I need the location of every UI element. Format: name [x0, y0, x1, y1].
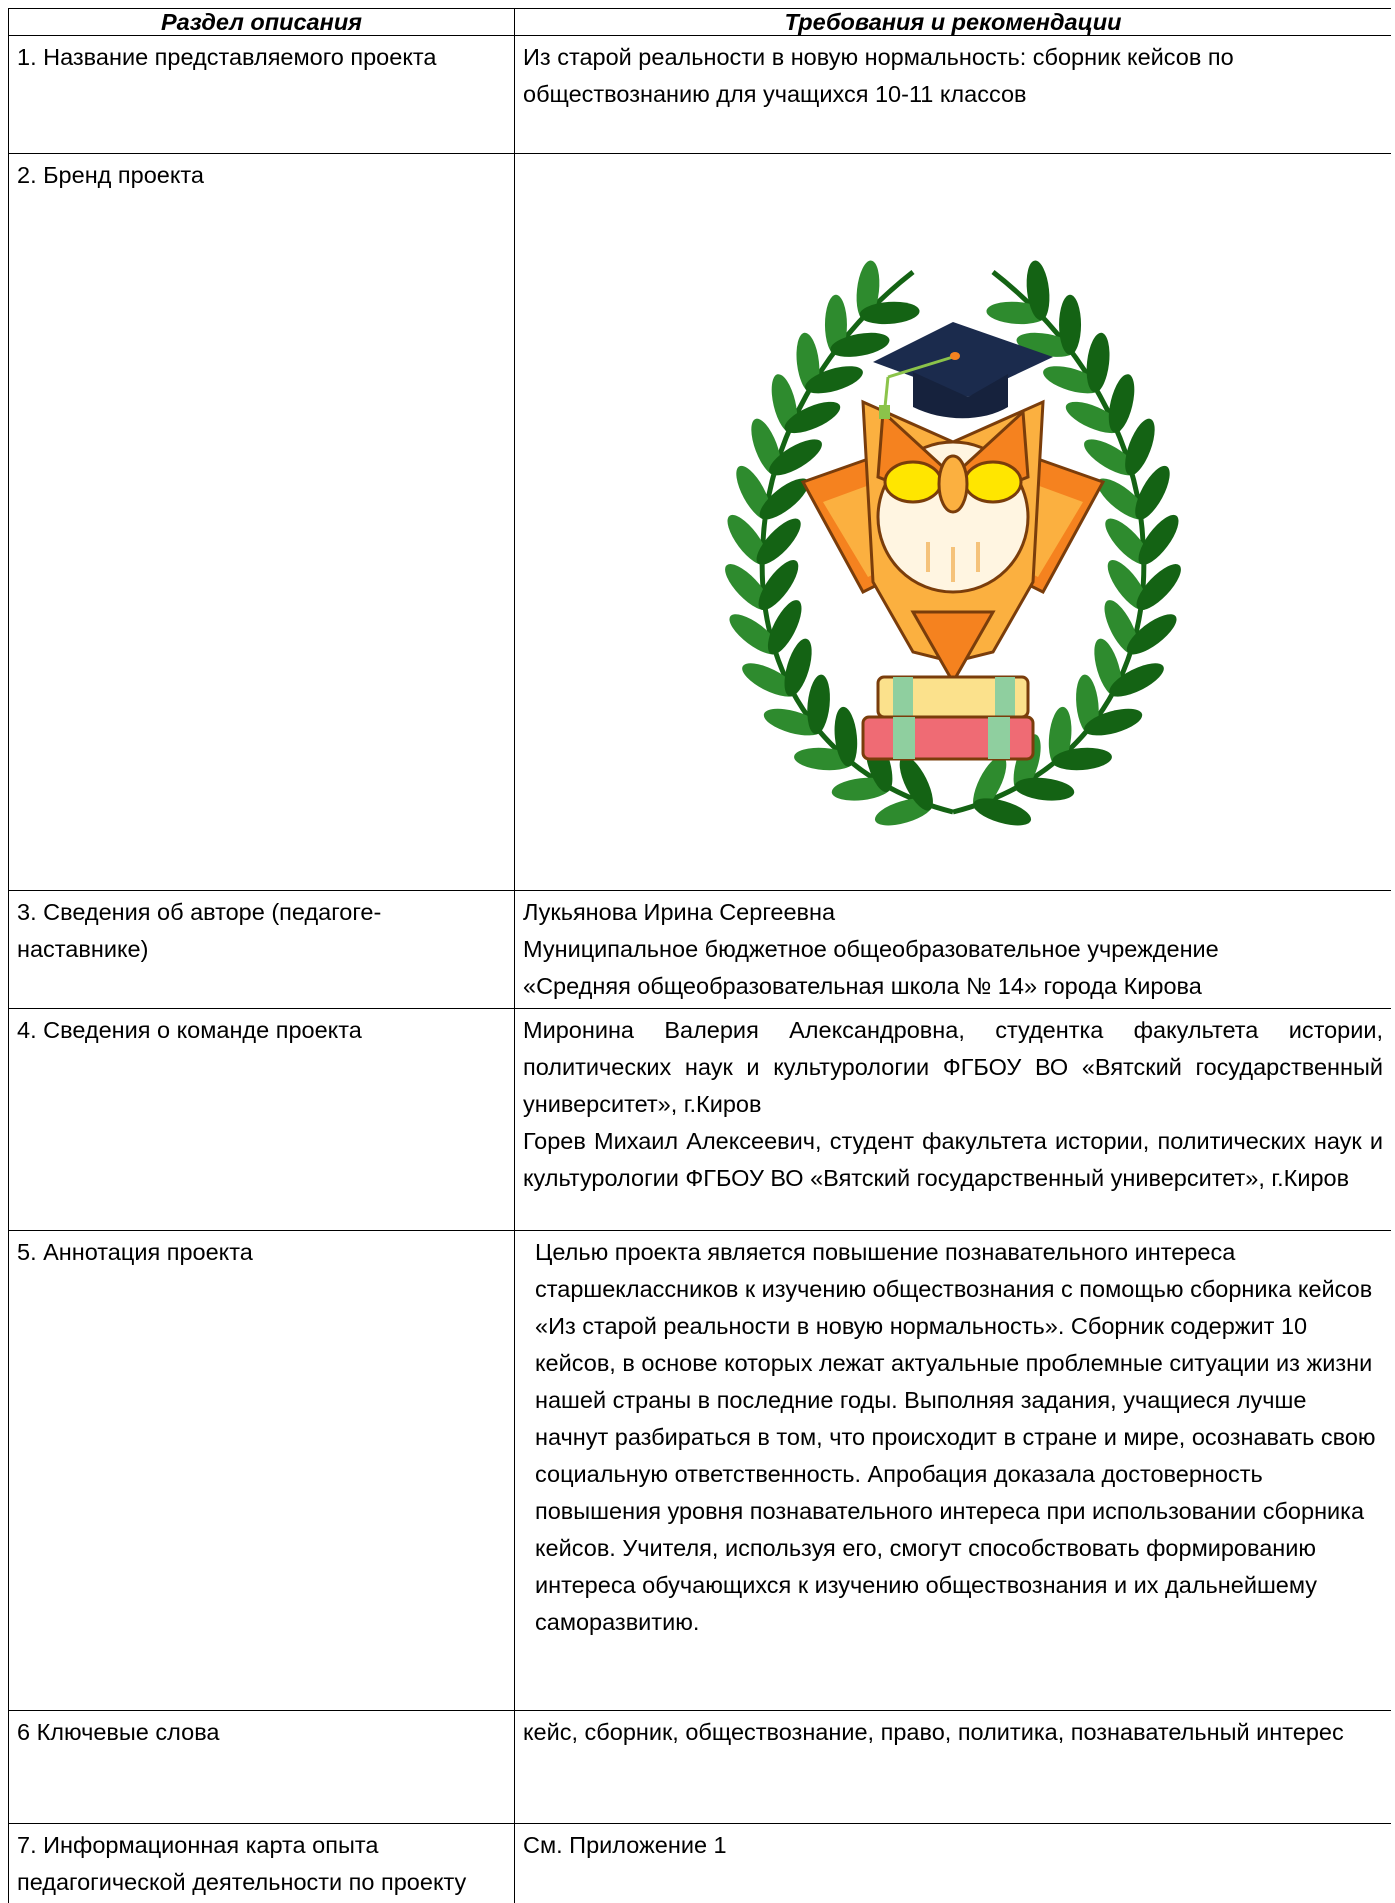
header-section: Раздел описания	[9, 9, 515, 36]
header-requirements: Требования и рекомендации	[515, 9, 1392, 36]
table-row	[9, 1711, 1392, 1824]
table-row	[9, 154, 1392, 891]
row-section-label: 1. Название представляемого проекта	[9, 36, 515, 154]
row-section-label: 7. Информационная карта опыта педагогической деятельности по проекту	[9, 1824, 515, 1903]
books-icon	[863, 677, 1033, 759]
brand-logo-cell	[515, 154, 1392, 891]
project-annotation: Целью проекта является повышение познавательного интереса старшеклассников к изучению обществознания с помощью сборника кейсов «Из старой реальности в новую нормальность». Сборник содержит 10 кейсов, в основе которых лежат актуальные проблемные ситуации из жизни нашей страны в последние годы. Выполняя задания, учащиеся лучше начнут разбираться в том, что происходит в стране и мире, осознавать свою социальную ответственность. Апробация доказала достоверность повышения уровня познавательного интереса при использовании сборника кейсов. Учителя, используя его, смогут способствовать формированию интереса обучающихся к изучению обществознания и их дальнейшему саморазвитию.	[515, 1231, 1392, 1711]
author-org-line1: Муниципальное бюджетное общеобразовательное учреждение	[523, 936, 1219, 962]
row-section-label: 4. Сведения о команде проекта	[9, 1009, 515, 1231]
document-page	[8, 8, 1391, 1903]
author-name: Лукьянова Ирина Сергеевна	[523, 899, 836, 925]
row-section-label: 6 Ключевые слова	[9, 1711, 515, 1824]
table-row	[9, 1009, 1392, 1231]
team-member-1: Миронина Валерия Александровна, студентка факультета истории, политических наук и культурологии ФГБОУ ВО «Вятский государственный университет», г.Киров	[523, 1017, 1383, 1117]
row-section-label: 5. Аннотация проекта	[9, 1231, 515, 1711]
author-org-line2: «Средняя общеобразовательная школа № 14» города Кирова	[523, 973, 1202, 999]
owl-wreath-logo-icon	[713, 162, 1193, 862]
table-header-row	[9, 9, 1392, 36]
project-title-value: Из старой реальности в новую нормальность: сборник кейсов по обществознанию для учащихся 10-11 классов	[515, 36, 1392, 154]
info-card-value: См. Приложение 1	[515, 1824, 1392, 1903]
keywords-value: кейс, сборник, обществознание, право, политика, познавательный интерес	[515, 1711, 1392, 1824]
author-info	[515, 891, 1392, 1009]
row-section-label: 2. Бренд проекта	[9, 154, 515, 891]
table-row	[9, 36, 1392, 154]
project-description-table	[8, 8, 1391, 1903]
laurel-leaf-icon	[1059, 295, 1081, 355]
table-row	[9, 1231, 1392, 1711]
team-info	[515, 1009, 1392, 1231]
table-row	[9, 1824, 1392, 1903]
row-section-label: 3. Сведения об авторе (педагоге-наставнике)	[9, 891, 515, 1009]
owl-icon	[803, 402, 1103, 682]
table-row	[9, 891, 1392, 1009]
team-member-2: Горев Михаил Алексеевич, студент факультета истории, политических наук и культурологии ФГБОУ ВО «Вятский государственный университет», г.Киров	[523, 1128, 1383, 1191]
